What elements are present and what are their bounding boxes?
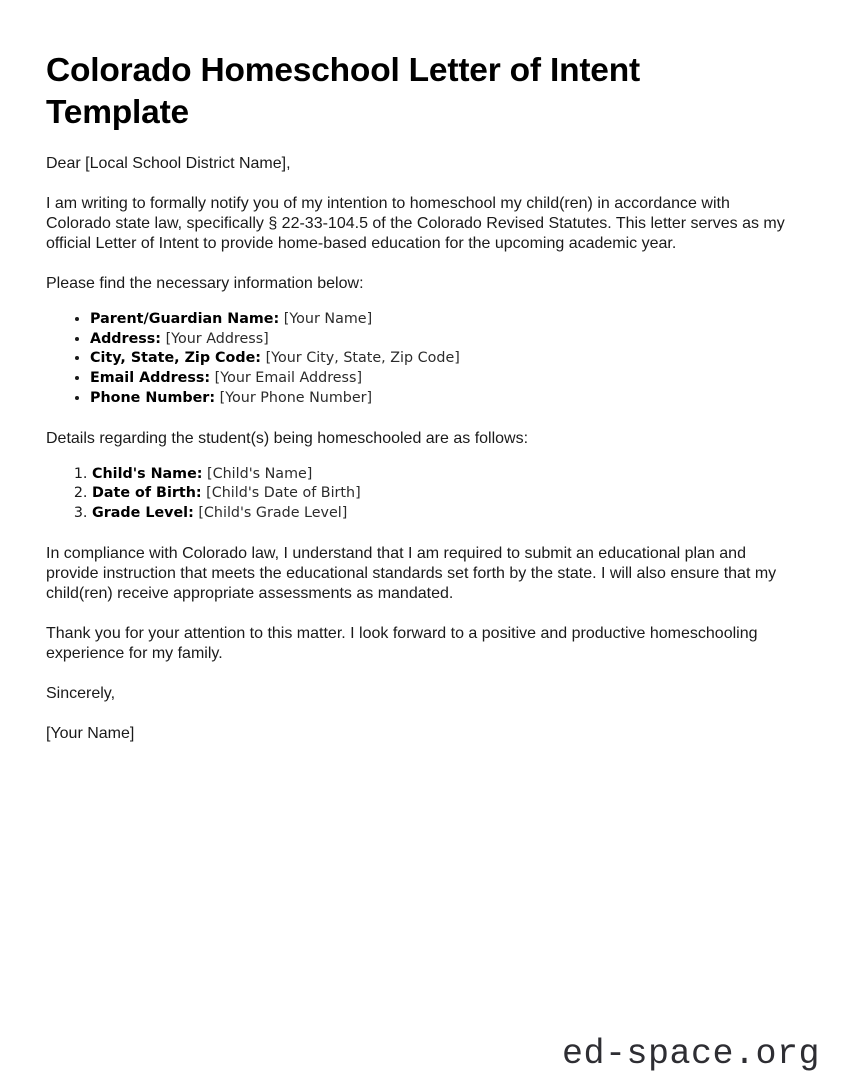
info-list-lead-in: Please find the necessary information below:: [46, 275, 364, 292]
list-item-value: [Your Name]: [283, 311, 373, 327]
intro-paragraph: I am writing to formally notify you of my intention to homeschool my child(ren) in accordance with Colorado state law, specifically § 22-33-104.5 of the Colorado Revised Statutes. This letter serves as my official Letter of Intent to provide home-based education for the upcoming academic year.: [46, 195, 785, 252]
list-item: [90, 389, 798, 409]
site-watermark: ed-space.org: [561, 1034, 820, 1074]
sign-off: Sincerely,: [46, 684, 116, 702]
list-item: [90, 369, 798, 389]
page-title: Colorado Homeschool Letter of Intent Template: [46, 52, 640, 131]
list-item-label: Date of Birth:: [92, 485, 202, 502]
list-item: [92, 504, 798, 524]
child-list-lead-in: Details regarding the student(s) being homeschooled are as follows:: [46, 429, 529, 447]
signature-name: [Your Name]: [46, 724, 135, 742]
salutation: Dear [Local School District Name],: [46, 155, 291, 172]
list-item-value: [Child's Grade Level]: [198, 504, 348, 521]
list-item-value: [Your Address]: [165, 330, 269, 347]
document-body: [46, 50, 798, 744]
list-item-label: City, State, Zip Code:: [90, 350, 262, 367]
list-item-label: Parent/Guardian Name:: [90, 311, 280, 327]
list-item-label: Phone Number:: [90, 389, 216, 406]
list-item: [92, 465, 798, 485]
list-item: [90, 349, 798, 369]
parent-info-list: [46, 310, 798, 409]
list-item-value: [Your City, State, Zip Code]: [265, 350, 460, 367]
list-item-label: Email Address:: [90, 370, 211, 387]
list-item-value: [Child's Name]: [207, 465, 313, 482]
closing-paragraph: Thank you for your attention to this matter. I look forward to a positive and productive homeschooling experience for my family.: [46, 624, 758, 662]
list-item-label: Grade Level:: [92, 504, 194, 521]
list-item-label: Child's Name:: [92, 465, 203, 482]
list-item-value: [Your Email Address]: [214, 370, 363, 387]
list-item: [90, 310, 798, 330]
list-item-label: Address:: [90, 330, 162, 347]
list-item-value: [Child's Date of Birth]: [206, 485, 361, 502]
child-details-list: [46, 465, 798, 524]
list-item: [90, 330, 798, 350]
list-item: [92, 484, 798, 504]
compliance-paragraph: In compliance with Colorado law, I understand that I am required to submit an educational plan and provide instruction that meets the educational standards set forth by the state. I will also ensure that my child(ren) receive appropriate assessments as mandated.: [46, 544, 777, 602]
list-item-value: [Your Phone Number]: [219, 389, 373, 406]
